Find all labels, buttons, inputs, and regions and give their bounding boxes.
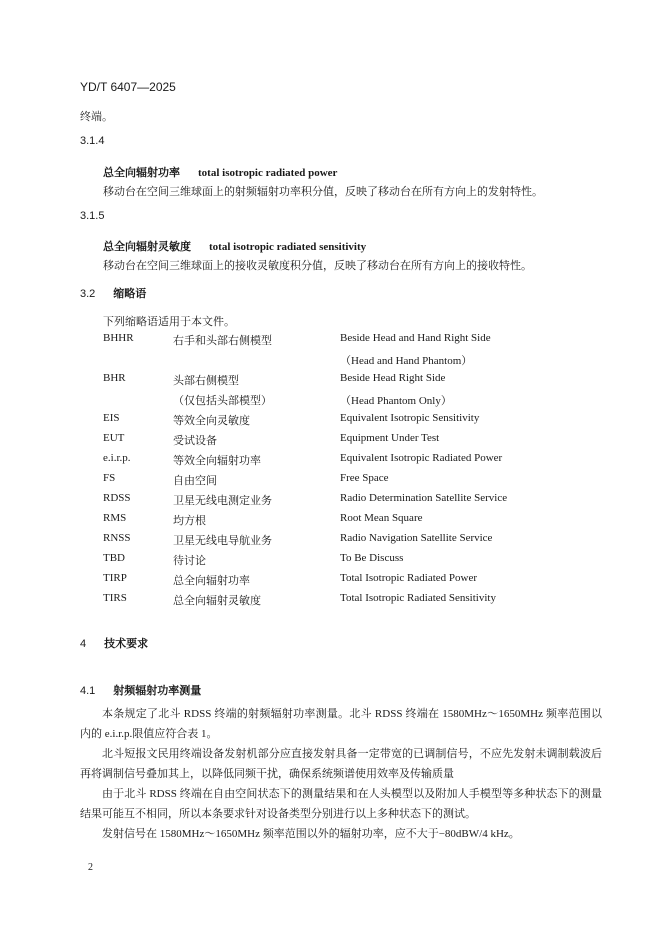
abbr-en: Root Mean Square bbox=[340, 512, 423, 524]
term-zh: 总全向辐射功率 bbox=[103, 167, 180, 179]
abbr-row bbox=[103, 432, 623, 450]
continuation-text: 终端。 bbox=[80, 111, 113, 123]
abbr-code: EUT bbox=[103, 432, 125, 444]
section-heading-4 bbox=[80, 634, 148, 652]
abbr-row bbox=[103, 452, 623, 470]
abbr-en: Total Isotropic Radiated Power bbox=[340, 572, 478, 584]
clause-definition: 移动台在空间三维球面上的射频辐射功率积分值，反映了移动台在所有方向上的发射特性。 bbox=[103, 186, 543, 198]
paragraph-text: 北斗短报文民用终端设备发射机部分应直接发射具备一定带宽的已调制信号，不应先发射未调制载波后再将调制信号叠加其上，以降低同频干扰，确保系统频谱使用效率及传输质量 bbox=[80, 748, 602, 780]
abbr-row bbox=[103, 512, 623, 530]
abbr-zh: 卫星无线电导航业务 bbox=[173, 535, 272, 547]
abbr-zh: 卫星无线电测定业务 bbox=[173, 495, 272, 507]
paragraph bbox=[80, 704, 602, 744]
abbr-row bbox=[103, 592, 623, 610]
page-number: 2 bbox=[88, 862, 93, 873]
paragraph bbox=[80, 744, 602, 784]
abbr-en: Beside Head Right Side bbox=[340, 372, 446, 384]
paragraph bbox=[80, 784, 602, 824]
section-number: 3.2 bbox=[80, 288, 96, 300]
term-en: total isotropic radiated sensitivity bbox=[209, 241, 367, 253]
abbr-zh: 总全向辐射功率 bbox=[173, 575, 250, 587]
clause-number: 3.1.5 bbox=[80, 210, 105, 222]
clause-term bbox=[103, 237, 366, 255]
abbr-row bbox=[103, 472, 623, 490]
abbr-row bbox=[103, 392, 623, 410]
section-title: 缩略语 bbox=[113, 288, 147, 300]
abbr-en: Beside Head and Hand Right Side bbox=[340, 332, 491, 344]
clause-term bbox=[103, 163, 337, 181]
abbr-code: RMS bbox=[103, 512, 127, 524]
abbr-row bbox=[103, 332, 623, 350]
term-en: total isotropic radiated power bbox=[198, 167, 338, 179]
abbr-code: BHR bbox=[103, 372, 126, 384]
abbr-code: FS bbox=[103, 472, 116, 484]
clause-number: 3.1.4 bbox=[80, 135, 105, 147]
section-title: 技术要求 bbox=[104, 638, 149, 650]
abbr-row bbox=[103, 352, 623, 370]
clause-definition: 移动台在空间三维球面上的接收灵敏度积分值，反映了移动台在所有方向上的接收特性。 bbox=[103, 260, 532, 272]
abbr-zh: 右手和头部右侧模型 bbox=[173, 335, 272, 347]
paragraph-text: 发射信号在 1580MHz～1650MHz 频率范围以外的辐射功率，应不大于−80dBW/4 kHz。 bbox=[102, 828, 520, 840]
abbr-row bbox=[103, 492, 623, 510]
abbr-zh: 等效全向灵敏度 bbox=[173, 415, 250, 427]
abbr-zh: 总全向辐射灵敏度 bbox=[173, 595, 261, 607]
abbr-row bbox=[103, 412, 623, 430]
abbr-code: RDSS bbox=[103, 492, 131, 504]
section-number: 4 bbox=[80, 638, 87, 650]
abbr-code: TBD bbox=[103, 552, 125, 564]
abbr-en: Radio Determination Satellite Service bbox=[340, 492, 508, 504]
abbr-zh: 自由空间 bbox=[173, 475, 217, 487]
abbr-row bbox=[103, 372, 623, 390]
abbr-zh: （仅包括头部模型） bbox=[173, 395, 272, 407]
abbr-row bbox=[103, 552, 623, 570]
abbr-zh: 均方根 bbox=[173, 515, 206, 527]
abbr-en: To Be Discuss bbox=[340, 552, 404, 564]
standard-id-header: YD/T 6407—2025 bbox=[80, 80, 176, 94]
abbr-en: Total Isotropic Radiated Sensitivity bbox=[340, 592, 496, 604]
paragraph-text: 由于北斗 RDSS 终端在自由空间状态下的测量结果和在人头模型以及附加人手模型等多种状态下的测量结果可能互不相同，所以本条要求针对设备类型分别进行以上多种状态下的测试。 bbox=[80, 788, 602, 820]
section-title: 射频辐射功率测量 bbox=[113, 685, 202, 697]
abbr-intro: 下列缩略语适用于本文件。 bbox=[103, 316, 235, 328]
section-number: 4.1 bbox=[80, 685, 96, 697]
abbr-zh: 受试设备 bbox=[173, 435, 217, 447]
abbr-code: TIRP bbox=[103, 572, 127, 584]
abbr-code: RNSS bbox=[103, 532, 131, 544]
abbr-code: e.i.r.p. bbox=[103, 452, 131, 464]
abbr-en: （Head Phantom Only） bbox=[340, 395, 452, 407]
paragraph-text: 本条规定了北斗 RDSS 终端的射频辐射功率测量。北斗 RDSS 终端在 1580MHz～1650MHz 频率范围以内的 e.i.r.p.限值应符合表 1。 bbox=[80, 708, 602, 740]
abbr-en: Equivalent Isotropic Sensitivity bbox=[340, 412, 480, 424]
abbr-en: Equipment Under Test bbox=[340, 432, 440, 444]
section-heading-3-2 bbox=[80, 284, 146, 302]
paragraph bbox=[80, 824, 602, 844]
abbr-row bbox=[103, 532, 623, 550]
abbr-code: TIRS bbox=[103, 592, 127, 604]
abbr-zh: 等效全向辐射功率 bbox=[173, 455, 261, 467]
term-zh: 总全向辐射灵敏度 bbox=[103, 241, 191, 253]
section-heading-4-1 bbox=[80, 681, 201, 699]
abbr-zh: 头部右侧模型 bbox=[173, 375, 239, 387]
abbr-en: Equivalent Isotropic Radiated Power bbox=[340, 452, 503, 464]
abbr-zh: 待讨论 bbox=[173, 555, 206, 567]
abbr-en: Radio Navigation Satellite Service bbox=[340, 532, 493, 544]
abbr-row bbox=[103, 572, 623, 590]
abbr-code: BHHR bbox=[103, 332, 134, 344]
abbr-code: EIS bbox=[103, 412, 120, 424]
abbr-en: （Head and Hand Phantom） bbox=[340, 355, 473, 367]
abbr-en: Free Space bbox=[340, 472, 389, 484]
